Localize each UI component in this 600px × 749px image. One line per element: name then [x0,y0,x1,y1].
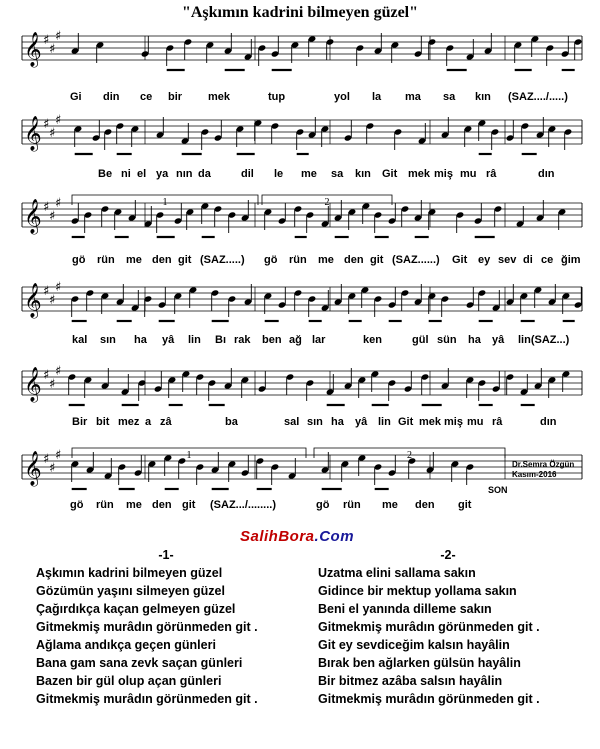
site-logo-part2: .Com [314,528,355,545]
lyric-syllable: ce [140,91,153,103]
lyric-syllable: mek [408,168,431,180]
lyric-syllable: rün [289,254,307,266]
lyric-syllable: gül [412,334,429,346]
lyric-syllable: rün [97,254,115,266]
verse-number: -1- [158,548,174,562]
verse-line: Bir bitmez azâba salsın hayâlin [318,674,503,688]
sharp-icon: ♯ [49,461,56,476]
volta-number: 2 [407,450,412,461]
lyric-syllable: Be [98,168,113,180]
lyric-syllable: Gi [70,91,82,103]
lyric-syllable: bir [168,91,183,103]
lyric-syllable: sa [443,91,456,103]
lyric-syllable: git [182,499,196,511]
lyric-syllable: râ [486,168,497,180]
lyric-syllable: git [458,499,472,511]
lyric-syllable: yol [334,91,350,103]
lyric-syllable: mez [118,416,140,428]
lyric-syllable: yâ [162,334,175,346]
lyric-syllable: le [274,168,284,180]
lyric-syllable: (SAZ......) [392,254,440,266]
lyric-syllable: râ [492,416,503,428]
verse-line: Beni el yanında dilleme sakın [318,602,492,616]
lyric-syllable: lar [312,334,326,346]
lyric-syllable: me [301,168,317,180]
lyric-syllable: miş [434,168,453,180]
verse-line: Gitmekmiş murâdın görünmeden git . [318,620,540,634]
verse-line: Gözümün yaşını silmeyen güzel [36,584,225,598]
lyric-syllable: Git [452,254,468,266]
lyric-syllable: di [523,254,533,266]
sharp-icon: ♯ [55,113,62,128]
lyric-syllable: ni [121,168,131,180]
lyric-syllable: tup [268,91,286,103]
lyric-syllable: nın [176,168,193,180]
lyric-syllable: sın [100,334,116,346]
lyric-syllable: (SAZ.....) [200,254,245,266]
lyric-syllable: Bı [215,334,226,346]
lyric-syllable: lin [188,334,201,346]
lyric-syllable: dın [538,168,555,180]
volta-number: 1 [162,197,168,208]
verse-line: Bazen bir gül olup açan günleri [36,674,222,688]
lyric-syllable: ba [225,416,238,428]
lyric-syllable: miş [444,416,463,428]
verse-line: Bana gam sana zevk saçan günleri [36,656,243,670]
verse-2 [318,546,578,708]
lyric-syllable: ken [363,334,382,346]
treble-clef-icon: 𝄞 [24,283,42,318]
lyric-syllable: kın [475,91,491,103]
sharp-icon: ♯ [55,448,62,463]
lyric-syllable: gö [264,254,278,266]
lyric-syllable: sa [331,168,344,180]
lyric-syllable: da [198,168,211,180]
lyric-syllable: a [145,416,152,428]
lyric-syllable: ha [468,334,481,346]
sharp-icon: ♯ [43,33,50,48]
song-title: "Aşkımın kadrini bilmeyen güzel" [181,4,418,21]
treble-clef-icon: 𝄞 [24,116,42,151]
lyric-syllable: ey [478,254,491,266]
lyric-syllable: (SAZ..../.....) [508,91,568,103]
lyric-syllable: dın [540,416,557,428]
verse-line: Uzatma elini sallama sakın [318,566,476,580]
treble-clef-icon: 𝄞 [24,32,42,67]
lyric-syllable: me [126,499,142,511]
verse-line: Gitmekmiş murâdın görünmeden git . [36,620,258,634]
sharp-icon: ♯ [43,368,50,383]
lyric-syllable: yâ [355,416,368,428]
treble-clef-icon: 𝄞 [24,367,42,402]
sharp-icon: ♯ [43,117,50,132]
lyric-syllable: mek [419,416,442,428]
lyric-syllable: ğim [561,254,581,266]
lyric-syllable: gö [70,499,84,511]
lyric-syllable: den [344,254,364,266]
lyric-syllable: ce [541,254,554,266]
verse-line: Ağlama andıkça geçen günleri [36,638,216,652]
verse-line: Gitmekmiş murâdın görünmeden git . [36,692,258,706]
lyric-syllable: mek [208,91,231,103]
verse-line: Gidince bir mektup yollama sakın [318,584,517,598]
lyric-syllable: gö [316,499,330,511]
lyric-syllable: yâ [492,334,505,346]
sharp-icon: ♯ [49,126,56,141]
verse-line: Bırak ben ağlarken gülsün hayâlin [318,656,521,670]
lyric-syllable: sın [307,416,323,428]
site-logo-part1: SalihBora [240,528,315,545]
sharp-icon: ♯ [55,364,62,379]
composition-date: Kasım-2016 [512,470,557,479]
lyric-syllable: ha [134,334,147,346]
lyric-syllable: rün [96,499,114,511]
lyric-syllable: git [370,254,384,266]
lyric-syllable: Git [398,416,414,428]
treble-clef-icon: 𝄞 [24,199,42,234]
sharp-icon: ♯ [43,284,50,299]
lyric-syllable: kın [355,168,371,180]
lyric-syllable: el [137,168,147,180]
treble-clef-icon: 𝄞 [24,451,42,486]
sharp-icon: ♯ [55,29,62,44]
sharp-icon: ♯ [49,377,56,392]
lyric-syllable: sün [437,334,457,346]
lyric-syllable: la [372,91,382,103]
lyric-syllable: Bir [72,416,88,428]
lyric-syllable: mu [467,416,484,428]
volta-number: 2 [324,197,330,208]
lyric-syllable: ya [156,168,169,180]
sharp-icon: ♯ [49,209,56,224]
lyric-syllable: zâ [160,416,172,428]
lyric-syllable: me [318,254,334,266]
verse-line: Git ey sevdiceğim kalsın hayâlin [318,638,510,652]
lyric-syllable: dil [241,168,254,180]
lyric-syllable: den [415,499,435,511]
lyric-syllable: ben [262,334,282,346]
verse-line: Gitmekmiş murâdın görünmeden git . [318,692,540,706]
sharp-icon: ♯ [55,280,62,295]
lyric-syllable: gö [72,254,86,266]
lyric-syllable: den [152,254,172,266]
lyric-syllable: me [126,254,142,266]
lyric-syllable: lin(SAZ...) [518,334,570,346]
composer-name: Dr.Semra Özgün [512,460,575,469]
lyric-syllable: kal [72,334,88,346]
lyric-syllable: git [178,254,192,266]
lyric-syllable: (SAZ.../........) [210,499,276,511]
volta-number: 1 [186,450,192,461]
composer-credit [512,460,574,480]
sharp-icon: ♯ [49,293,56,308]
lyric-syllable: sal [284,416,300,428]
site-logo [240,528,354,545]
sharp-icon: ♯ [43,452,50,467]
lyric-syllable: lin [378,416,391,428]
end-marker: SON [488,485,508,495]
lyric-syllable: me [382,499,398,511]
lyric-syllable: rak [234,334,251,346]
lyric-syllable: sev [498,254,517,266]
verse-1 [36,546,296,708]
verse-line: Aşkımın kadrini bilmeyen güzel [36,566,223,580]
lyric-syllable: din [103,91,120,103]
lyric-syllable: ağ [289,334,302,346]
sharp-icon: ♯ [55,196,62,211]
lyric-syllable: den [152,499,172,511]
lyric-syllable: ma [405,91,421,103]
lyric-syllable: bit [96,416,110,428]
verse-line: Çağırdıkça kaçan gelmeyen güzel [36,602,236,616]
verse-number: -2- [440,548,456,562]
lyric-syllable: ha [331,416,344,428]
lyric-syllable: mu [460,168,477,180]
sharp-icon: ♯ [49,42,56,57]
sharp-icon: ♯ [43,200,50,215]
lyric-syllable: Git [382,168,398,180]
lyric-syllable: rün [343,499,361,511]
